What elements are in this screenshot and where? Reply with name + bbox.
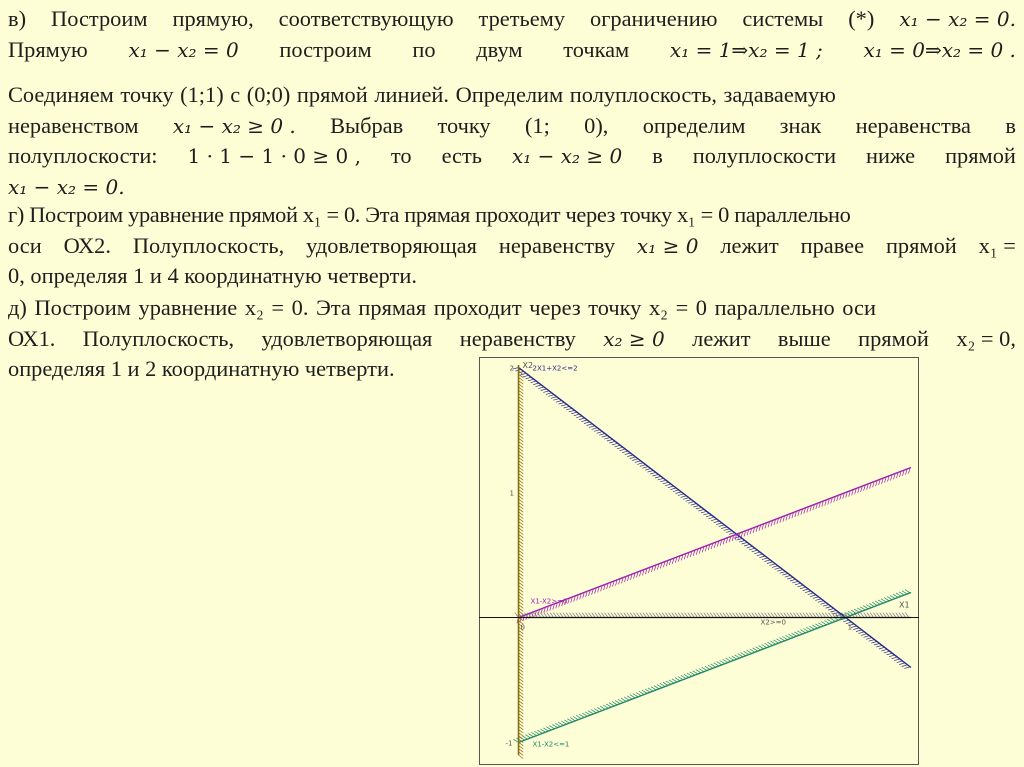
math-expression: x₁ ≥ 0 <box>636 233 699 258</box>
word: Выбрав <box>330 112 404 138</box>
math-expression: x₁ − x₂ = 0. <box>899 7 1016 31</box>
word: x₂ = 0, <box>956 325 1016 351</box>
paragraph-d-line-2 <box>8 324 1016 355</box>
word: выше <box>777 325 831 351</box>
word: третьему <box>478 6 566 31</box>
word: построим <box>279 36 372 62</box>
tick-label-origin: 0 <box>520 623 526 632</box>
word: прямой <box>945 143 1016 168</box>
paragraph-g-line-2 <box>8 231 1016 262</box>
paragraph-join-line-3 <box>8 141 1016 172</box>
math-expression: x₂ ≥ 0 <box>603 326 665 351</box>
paragraph-v-line-1 <box>8 4 1016 35</box>
word: Построим <box>51 6 148 31</box>
chart-frame <box>480 358 919 765</box>
paragraph-d-line-1 <box>8 293 1016 324</box>
series-label-x1-minus-x2-ge: X1-X2>=0 <box>530 597 568 606</box>
word: знак <box>779 112 822 138</box>
word: соответствующую <box>278 6 454 31</box>
math-expression: 1 · 1 − 1 · 0 ≥ 0 , <box>187 144 361 168</box>
tick-label-y-minus-1: -1 <box>505 739 513 748</box>
x-axis-label: X1 <box>899 600 910 610</box>
word: в <box>1005 112 1016 138</box>
series-label-x1-minus-x2-le: X1-X2<=1 <box>532 740 570 749</box>
chart-svg <box>479 357 919 765</box>
paragraph-join-line-2 <box>8 111 1016 142</box>
word: неравенству <box>498 232 616 258</box>
paragraph-v-line-2 <box>8 35 1016 66</box>
word: в <box>652 143 663 168</box>
math-expression: x₁ − x₂ = 0. <box>8 174 125 199</box>
math-expression: x₁ − x₂ ≥ 0 <box>511 144 623 168</box>
paragraph-join-line-4 <box>8 172 1016 203</box>
word: двум <box>476 36 523 62</box>
word: есть <box>441 143 482 168</box>
paragraph-g-line-3 <box>8 261 1016 292</box>
word: точкам <box>563 36 630 62</box>
word: лежит <box>692 325 751 351</box>
word: прямой <box>885 232 957 258</box>
tick-label-y-2: 2 <box>509 364 515 373</box>
word: правее <box>800 232 865 258</box>
word: системы <box>742 6 824 31</box>
text-line: определяя 1 и 2 координатную четверти. <box>8 356 395 381</box>
word: лежит <box>720 232 779 258</box>
paragraph-join <box>8 80 1016 202</box>
paragraph-v <box>8 4 1016 65</box>
word: удовлетворяющая <box>306 232 477 258</box>
math-expression: x₁ = 1⇒x₂ = 1 ; <box>669 37 823 62</box>
tick-label-x-1: 1 <box>847 623 853 632</box>
word: Полуплоскость, <box>132 232 285 258</box>
word: x₁ = <box>978 232 1016 258</box>
word: в) <box>8 6 27 31</box>
paragraph-g <box>8 200 1016 292</box>
word: (1; <box>524 112 550 138</box>
word: прямую, <box>172 6 254 31</box>
text-line: д) Построим уравнение x₂ = 0. Эта прямая проходит через точку x₂ = 0 параллельно оси <box>8 295 876 320</box>
word: неравенству <box>459 325 576 351</box>
word: удовлетворяющая <box>261 325 433 351</box>
word: 0), <box>584 112 609 138</box>
word: Прямую <box>8 36 88 62</box>
word: определим <box>642 112 746 138</box>
word: ниже <box>866 143 916 168</box>
text-line: Соединяем точку (1;1) с (0;0) прямой линией. Определим полуплоскость, задаваемую <box>8 82 836 107</box>
paragraph-join-line-1 <box>8 80 1016 111</box>
text-line: г) Построим уравнение прямой x₁ = 0. Эта прямая проходит через точку x₁ = 0 параллельно <box>8 202 851 227</box>
word: точку <box>437 112 491 138</box>
math-expression: x₁ − x₂ ≥ 0 . <box>172 113 296 138</box>
word: (*) <box>848 6 875 31</box>
word: ограничению <box>590 6 718 31</box>
word: Полуплоскость, <box>82 325 235 351</box>
word: то <box>390 143 412 168</box>
paragraph-g-line-1 <box>8 200 1016 231</box>
series-label-x2-ge-0: X2>=0 <box>760 618 786 627</box>
word: неравенством <box>8 112 139 138</box>
word: ОХ2. <box>63 232 111 258</box>
feasible-region-chart <box>479 357 919 765</box>
word: полуплоскости <box>692 143 837 168</box>
word: прямой <box>858 325 929 351</box>
math-expression: x₁ = 0⇒x₂ = 0 . <box>863 37 1016 62</box>
tick-label-y-1: 1 <box>509 489 515 498</box>
word: по <box>412 36 436 62</box>
word: полуплоскости: <box>8 143 158 168</box>
word: ОХ1. <box>8 325 56 351</box>
word: оси <box>8 232 42 258</box>
word: неравенства <box>855 112 971 138</box>
math-expression: x₁ − x₂ = 0 <box>128 37 239 62</box>
series-label-2x1-plus-x2: 2X1+X2<=2 <box>532 364 578 373</box>
y-axis-label: X2 <box>522 361 534 370</box>
text-line: 0, определяя 1 и 4 координатную четверти. <box>8 263 417 288</box>
